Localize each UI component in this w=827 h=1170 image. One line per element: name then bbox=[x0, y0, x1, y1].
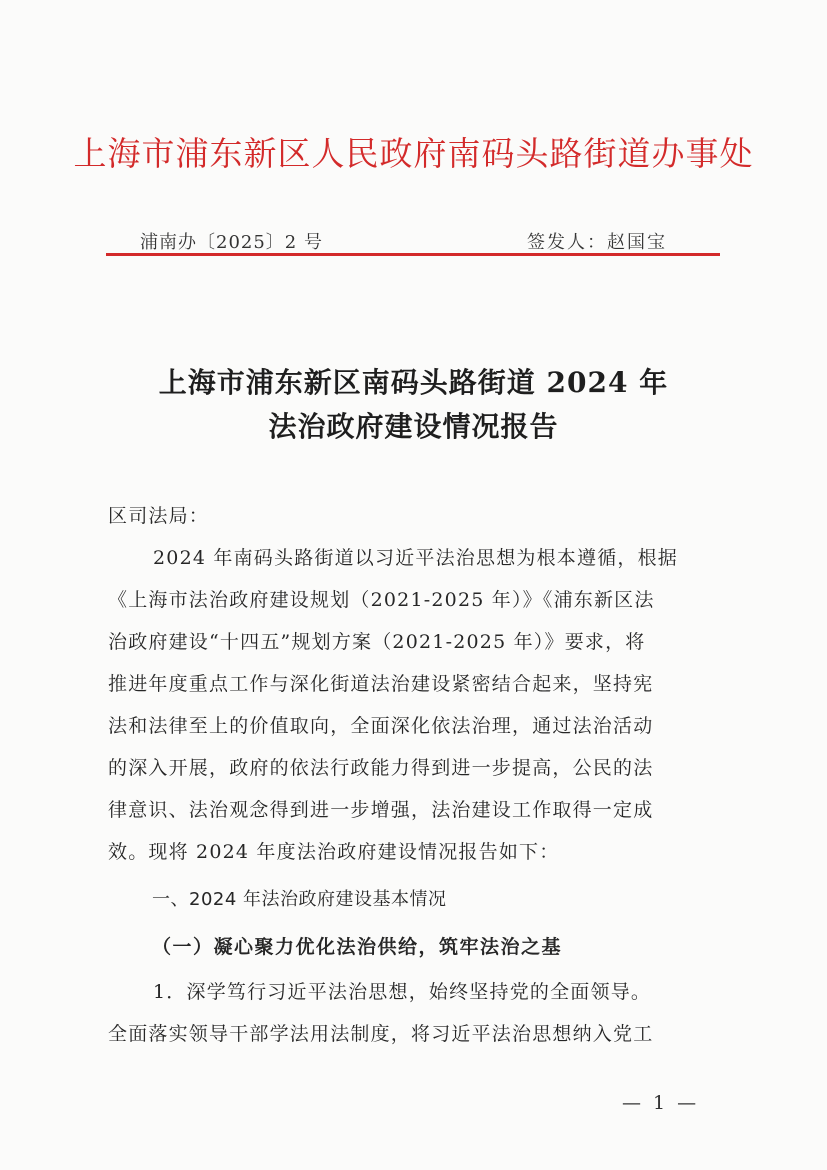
document-number: 浦南办〔2025〕2 号 bbox=[140, 232, 323, 253]
signer-name: 赵国宝 bbox=[607, 232, 667, 253]
intro-line: 治政府建设“十四五”规划方案（2021-2025 年）》要求，将 bbox=[108, 631, 646, 653]
signer-label: 签发人： bbox=[527, 232, 607, 253]
report-title-line-1: 上海市浦东新区南码头路街道 2024 年 bbox=[158, 366, 669, 399]
intro-line: 法和法律至上的价值取向，全面深化依法治理，通过法治活动 bbox=[108, 715, 654, 737]
intro-line: 2024 年南码头路街道以习近平法治思想为根本遵循，根据 bbox=[153, 547, 678, 569]
item-line: 1．深学笃行习近平法治思想，始终坚持党的全面领导。 bbox=[153, 981, 652, 1003]
salutation: 区司法局： bbox=[108, 505, 210, 527]
signer-block bbox=[527, 228, 667, 254]
intro-line: 律意识、法治观念得到进一步增强，法治建设工作取得一定成 bbox=[108, 799, 654, 821]
intro-line: 效。现将 2024 年度法治政府建设情况报告如下： bbox=[108, 841, 560, 863]
intro-line: 推进年度重点工作与深化街道法治建设紧密结合起来，坚持宪 bbox=[108, 673, 654, 695]
intro-line: 的深入开展，政府的依法行政能力得到进一步提高，公民的法 bbox=[108, 757, 654, 779]
issuer-title: 上海市浦东新区人民政府南码头路街道办事处 bbox=[73, 134, 754, 173]
section-heading-1: 一、2024 年法治政府建设基本情况 bbox=[152, 889, 447, 910]
red-header-rule bbox=[106, 253, 720, 256]
subsection-heading-1: （一）凝心聚力优化法治供给，筑牢法治之基 bbox=[152, 936, 563, 958]
page-number: — 1 — bbox=[622, 1092, 700, 1114]
report-title-line-2: 法治政府建设情况报告 bbox=[268, 410, 559, 443]
intro-line: 《上海市法治政府建设规划（2021-2025 年）》《浦东新区法 bbox=[108, 589, 655, 611]
item-line: 全面落实领导干部学法用法制度，将习近平法治思想纳入党工 bbox=[108, 1023, 654, 1045]
